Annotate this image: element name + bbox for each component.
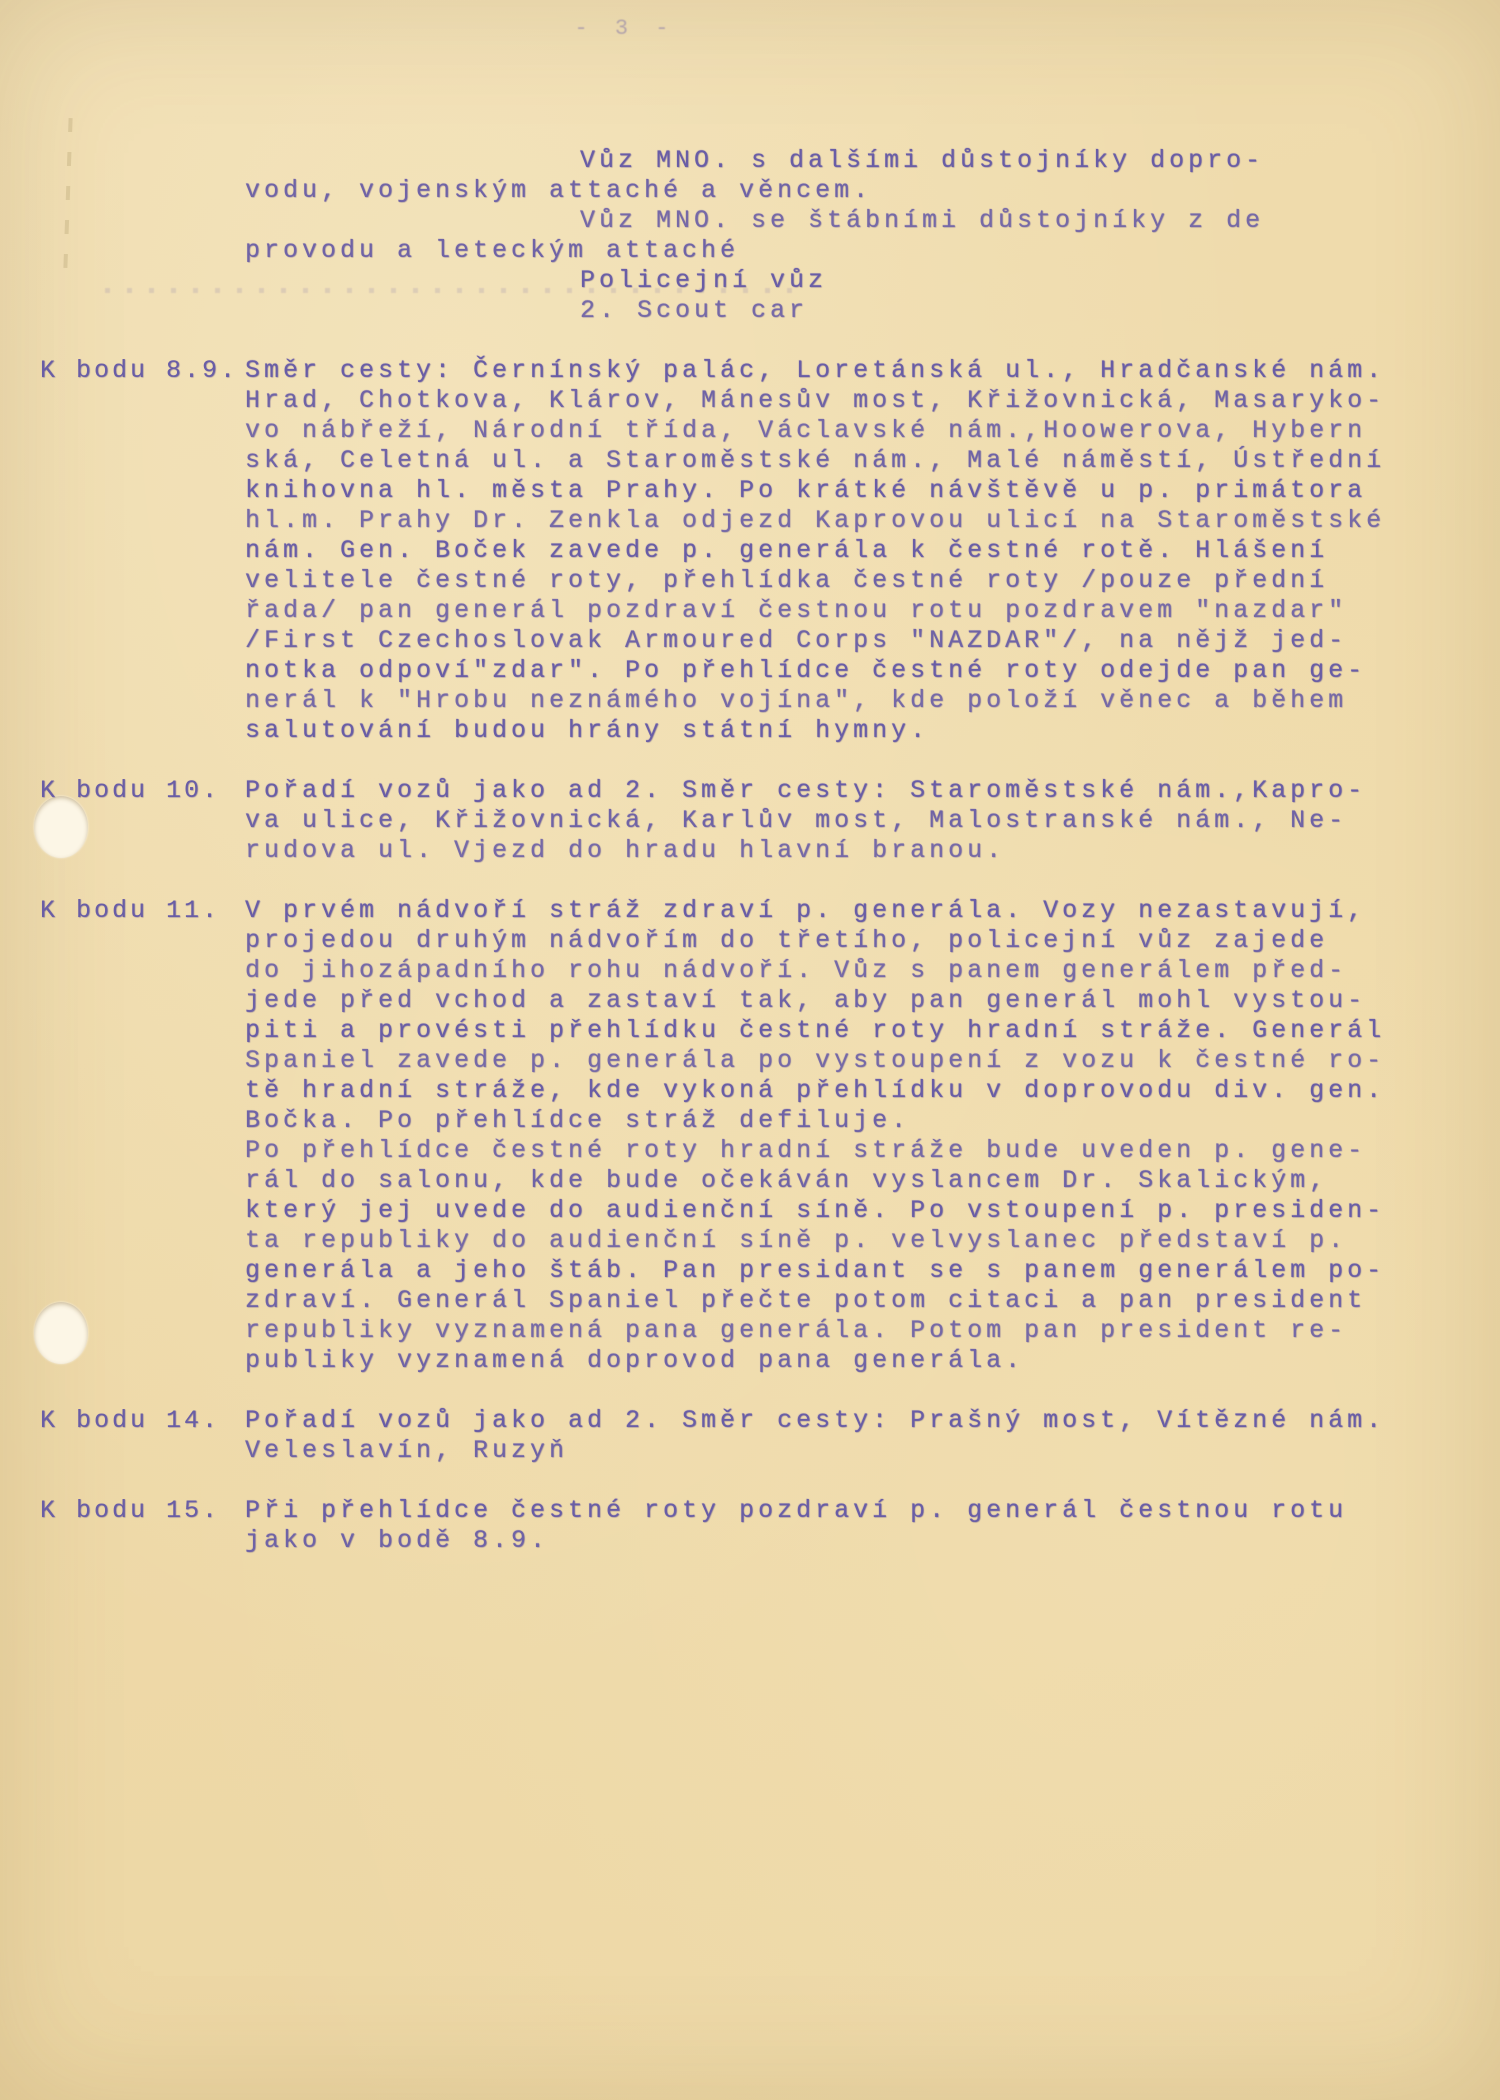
text-line: Spaniel zavede p. generála po vystoupení z vozu k čestné ro-: [245, 1046, 1386, 1075]
text-line: jako v bodě 8.9.: [245, 1526, 550, 1555]
text-line: notka odpoví"zdar". Po přehlídce čestné roty odejde pan ge-: [245, 656, 1367, 685]
text-line: knihovna hl. města Prahy. Po krátké návštěvě u p. primátora: [245, 476, 1367, 505]
text-line: vodu, vojenským attaché a věncem.: [245, 176, 873, 205]
text-line: rudova ul. Vjezd do hradu hlavní branou.: [245, 836, 1006, 865]
text-line: generála a jeho štáb. Pan presidant se s panem generálem po-: [245, 1256, 1386, 1285]
text-line: projedou druhým nádvořím do třetího, policejní vůz zajede: [245, 926, 1329, 955]
text-line: publiky vyznamená doprovod pana generála.: [245, 1346, 1025, 1375]
section-label: K bodu 10.: [40, 776, 221, 805]
text-line: V prvém nádvoří stráž zdraví p. generála. Vozy nezastavují,: [245, 896, 1367, 925]
text-line: 2. Scout car: [580, 296, 809, 325]
text-line: piti a provésti přehlídku čestné roty hradní stráže. Generál: [245, 1016, 1386, 1045]
text-line: Veleslavín, Ruzyň: [245, 1436, 569, 1465]
text-line: Pořadí vozů jako ad 2. Směr cesty: Staroměstské nám.,Kapro-: [245, 776, 1367, 805]
text-line: Směr cesty: Černínský palác, Loretánská ul., Hradčanské nám.: [245, 356, 1386, 385]
section-label: K bodu 15.: [40, 1496, 221, 1525]
text-line: vo nábřeží, Národní třída, Václavské nám.,Hoowerova, Hybern: [245, 416, 1367, 445]
document-content: [40, 146, 1460, 1586]
text-line: Policejní vůz: [580, 266, 828, 295]
section-label: K bodu 11.: [40, 896, 221, 925]
text-line: hl.m. Prahy Dr. Zenkla odjezd Kaprovou ulicí na Staroměstské: [245, 506, 1386, 535]
text-line: nerál k "Hrobu neznámého vojína", kde položí věnec a během: [245, 686, 1348, 715]
text-line: nám. Gen. Boček zavede p. generála k čestné rotě. Hlášení: [245, 536, 1329, 565]
section-body: [245, 1496, 1460, 1556]
text-line: Vůz MNO. s dalšími důstojníky dopro-: [580, 146, 1265, 175]
section-label: K bodu 14.: [40, 1406, 221, 1435]
text-line: jede před vchod a zastaví tak, aby pan generál mohl vystou-: [245, 986, 1367, 1015]
text-line: Po přehlídce čestné roty hradní stráže bude uveden p. gene-: [245, 1136, 1367, 1165]
text-line: va ulice, Křižovnická, Karlův most, Malostranské nám., Ne-: [245, 806, 1348, 835]
text-line: Při přehlídce čestné roty pozdraví p. generál čestnou rotu: [245, 1496, 1348, 1525]
section-k-bodu-4: [40, 1406, 1460, 1466]
text-line: ská, Celetná ul. a Staroměstské nám., Malé náměstí, Ústřední: [245, 446, 1386, 475]
section-body: [245, 1406, 1460, 1466]
text-line: tě hradní stráže, kde vykoná přehlídku v doprovodu div. gen.: [245, 1076, 1386, 1105]
text-line: republiky vyznamená pana generála. Potom pan president re-: [245, 1316, 1348, 1345]
text-line: řada/ pan generál pozdraví čestnou rotu pozdravem "nazdar": [245, 596, 1348, 625]
sections-container: [40, 356, 1460, 1556]
text-line: provodu a leteckým attaché: [245, 236, 740, 265]
text-line: /First Czechoslovak Armoured Corps "NAZDAR"/, na nějž jed-: [245, 626, 1348, 655]
text-line: Pořadí vozů jako ad 2. Směr cesty: Prašný most, Vítězné nám.: [245, 1406, 1386, 1435]
text-line: Vůz MNO. se štábními důstojníky z de: [580, 206, 1265, 235]
section-k-bodu-2: [40, 776, 1460, 866]
text-line: Hrad, Chotkova, Klárov, Mánesův most, Křižovnická, Masaryko-: [245, 386, 1386, 415]
page-number: - 3 -: [574, 16, 676, 41]
section-label: K bodu 8.9.: [40, 356, 239, 385]
section-body: [245, 896, 1460, 1376]
text-line: velitele čestné roty, přehlídka čestné roty /pouze přední: [245, 566, 1329, 595]
section-k-bodu-3: [40, 896, 1460, 1376]
text-line: do jihozápadního rohu nádvoří. Vůz s panem generálem před-: [245, 956, 1348, 985]
section-k-bodu-5: [40, 1496, 1460, 1556]
text-line: Bočka. Po přehlídce stráž defiluje.: [245, 1106, 911, 1135]
text-line: salutování budou hrány státní hymny.: [245, 716, 930, 745]
section-body: [245, 356, 1460, 746]
text-line: zdraví. Generál Spaniel přečte potom citaci a pan president: [245, 1286, 1367, 1315]
text-line: rál do salonu, kde bude očekáván vyslancem Dr. Skalickým,: [245, 1166, 1329, 1195]
text-line: který jej uvede do audienční síně. Po vstoupení p. presiden-: [245, 1196, 1386, 1225]
section-body: [245, 776, 1460, 866]
vehicle-list-continuation: [245, 146, 1460, 326]
section-k-bodu-1: [40, 356, 1460, 746]
text-line: ta republiky do audienční síně p. velvyslanec představí p.: [245, 1226, 1348, 1255]
